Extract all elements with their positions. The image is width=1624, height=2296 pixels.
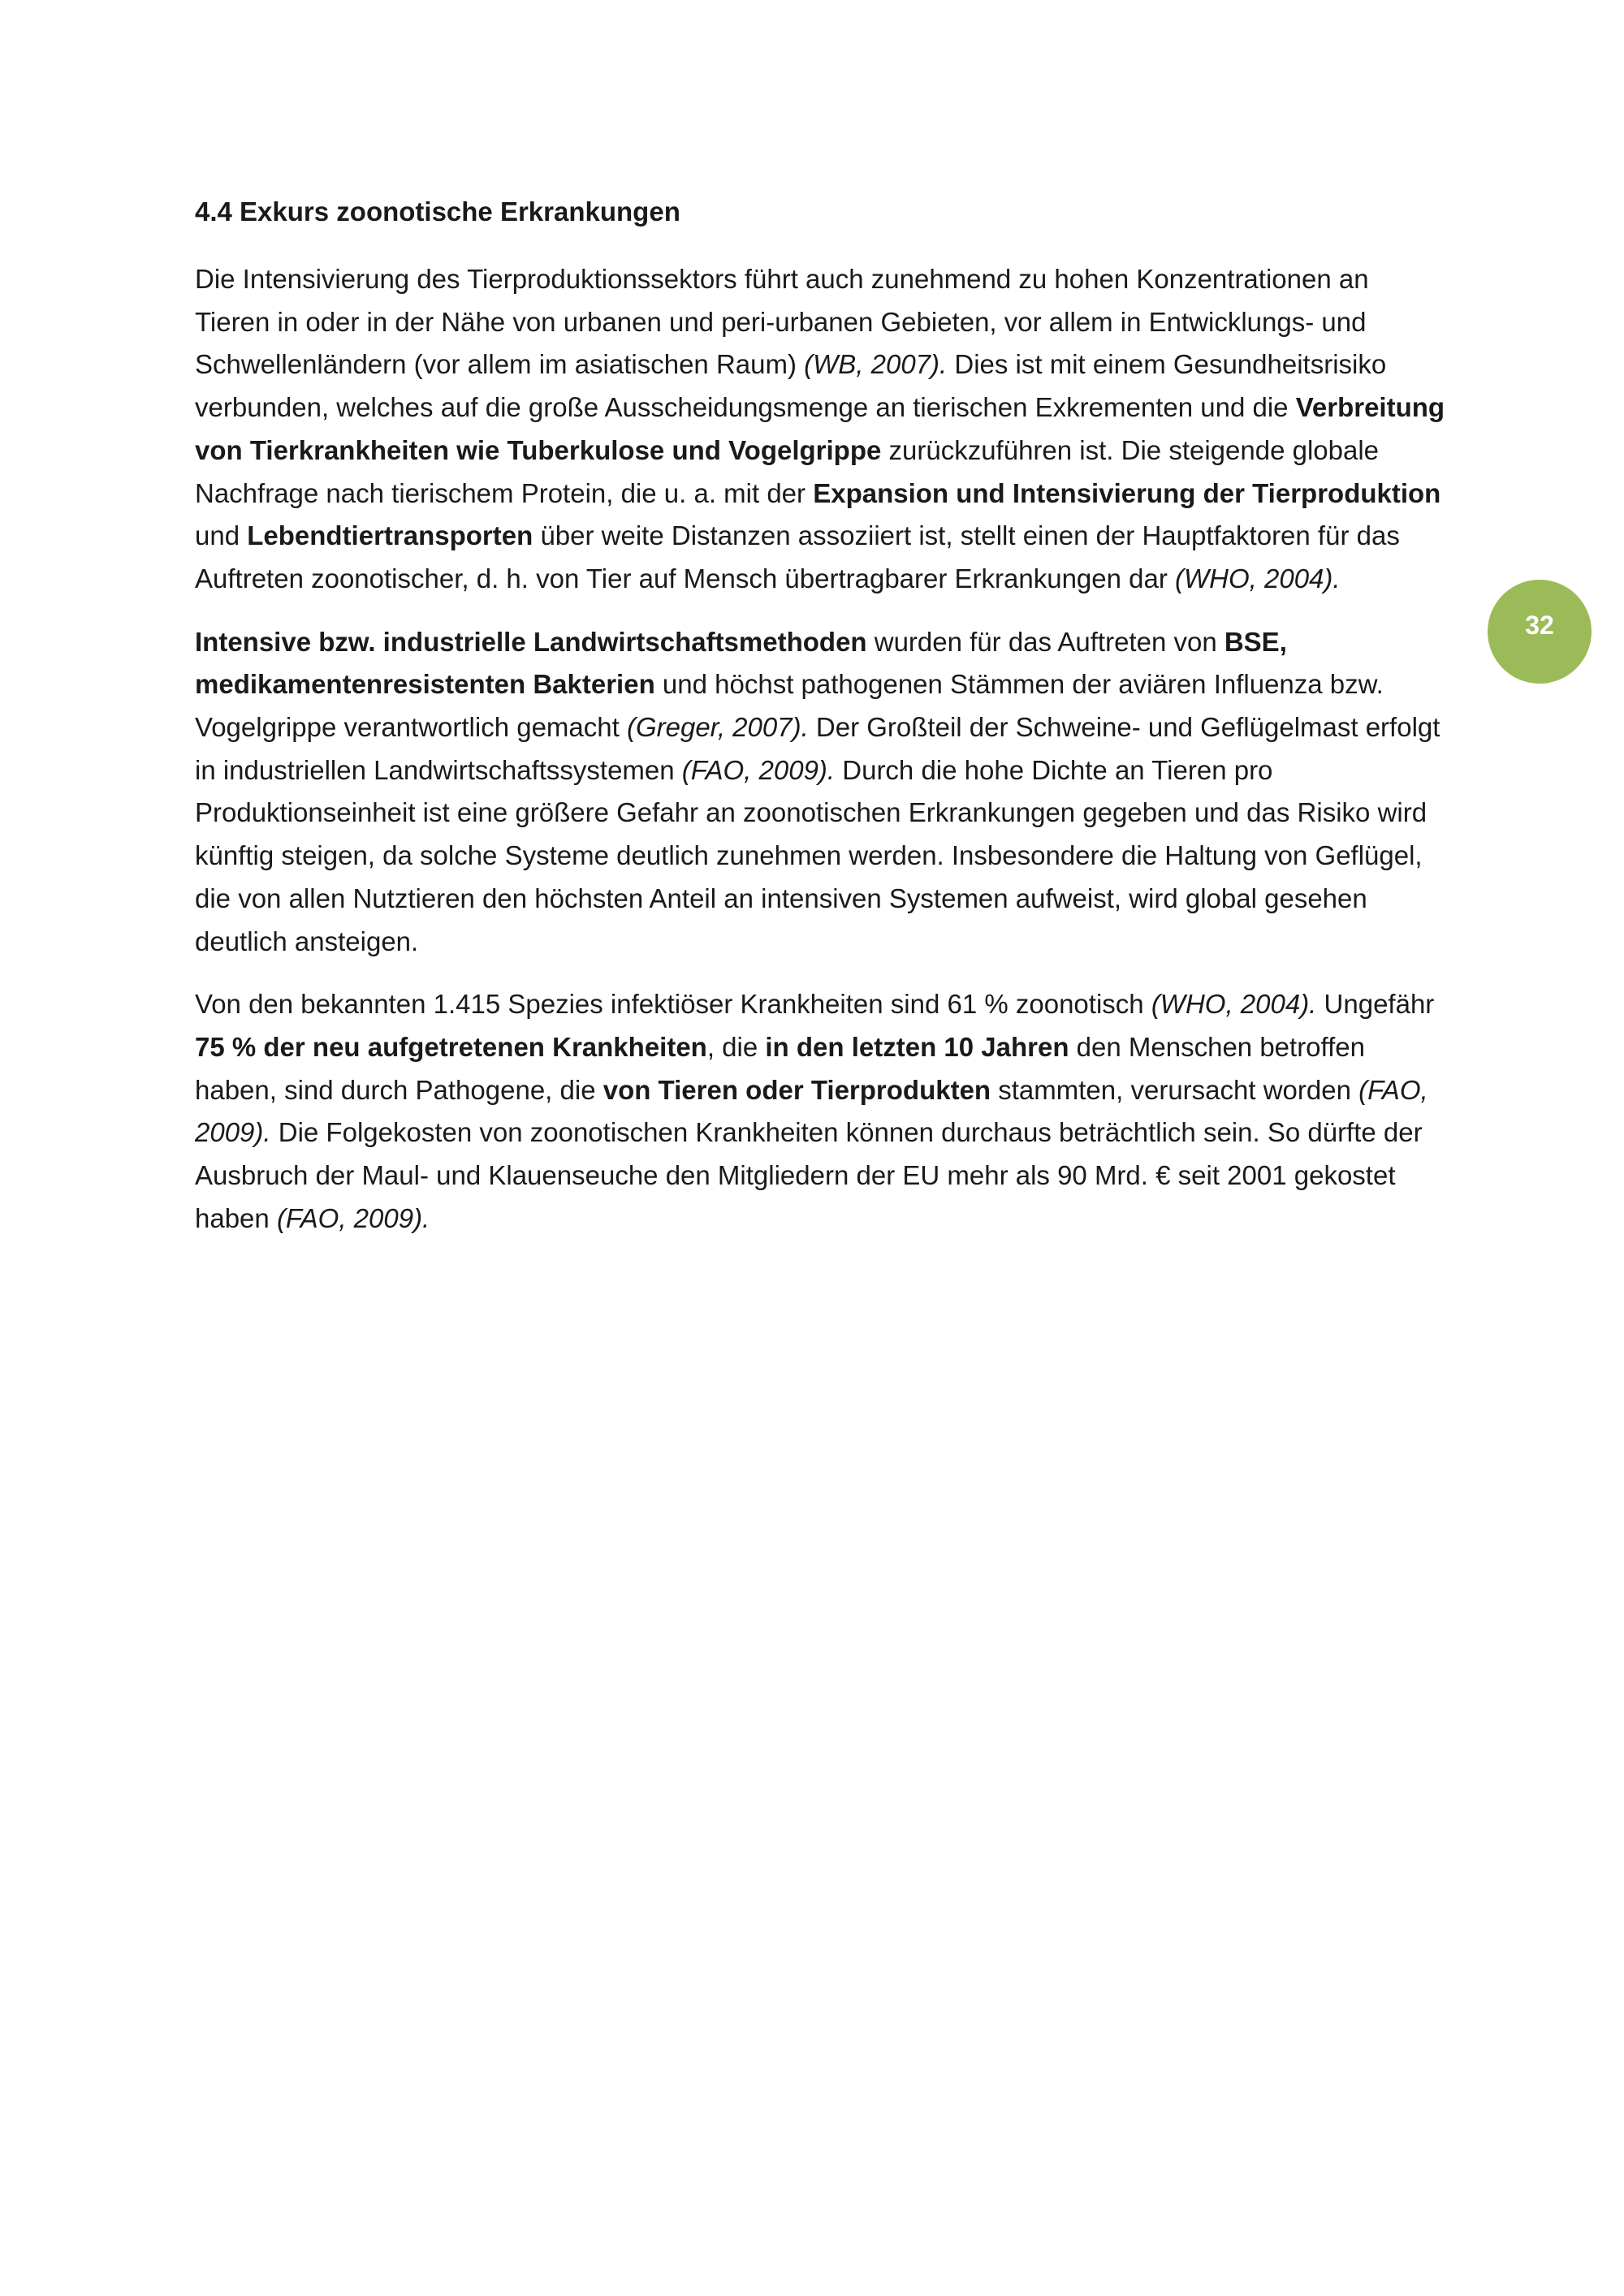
text-run: Der Großteil der Schweine- und Geflügelmast erfolgt in industriellen Landwirtschaftssystemen bbox=[195, 712, 1440, 785]
emphasis: Lebendtiertransporten bbox=[247, 520, 533, 551]
text-run: wurden für das Auftreten von bbox=[866, 626, 1224, 657]
text-run: , die bbox=[706, 1031, 766, 1062]
paragraph-1 bbox=[195, 258, 1445, 601]
paragraph-3 bbox=[195, 983, 1445, 1240]
citation: (FAO, 2009). bbox=[276, 1202, 430, 1233]
text-run: den Menschen betroffen haben, sind durch Pathogene, die bbox=[195, 1031, 1365, 1105]
emphasis: in den letzten 10 Jahren bbox=[765, 1031, 1069, 1062]
text-run: Von den bekannten 1.415 Spezies infektiöser Krankheiten sind 61 % zoonotisch bbox=[195, 989, 1151, 1020]
section-heading: 4.4 Exkurs zoonotische Erkrankungen bbox=[195, 196, 680, 227]
text-run: Durch die hohe Dichte an Tieren pro Produktionseinheit ist eine größere Gefahr an zoonotischen Erkrankungen gegeben und das Risiko wird künftig steigen, da solche Systeme deutlich zunehmen werden. Insbesondere die Haltung von Geflügel, die von allen Nutztieren den höchsten Anteil an intensiven Systemen aufweist, wird global gesehen deutlich ansteigen. bbox=[195, 754, 1427, 956]
text-run: Die Folgekosten von zoonotischen Krankheiten können durchaus beträchtlich sein. So dürfte der Ausbruch der Maul- und Klauenseuche den Mitgliedern der EU mehr als 90 Mrd. € seit 2001 gekostet haben bbox=[195, 1117, 1423, 1233]
citation: (Greger, 2007). bbox=[626, 712, 809, 743]
text-run: und höchst pathogenen Stämmen der aviären Influenza bzw. Vogelgrippe verantwortlich gemacht bbox=[195, 669, 1384, 743]
citation: (WB, 2007). bbox=[804, 349, 948, 380]
emphasis: 75 % der neu aufgetretenen Krankheiten bbox=[195, 1031, 707, 1062]
emphasis: Intensive bzw. industrielle Landwirtschaftsmethoden bbox=[195, 626, 867, 657]
citation: (WHO, 2004). bbox=[1151, 989, 1317, 1020]
text-run: Dies ist mit einem Gesundheitsrisiko verbunden, welches auf die große Ausscheidungsmenge an tierischen Exkrementen und die bbox=[195, 349, 1387, 423]
text-run: zurückzuführen ist. Die steigende globale Nachfrage nach tierischem Protein, die u. a. mit der bbox=[195, 434, 1380, 508]
emphasis: BSE, medikamentenresistenten Bakterien bbox=[195, 626, 1287, 700]
page-number-badge: 32 bbox=[1488, 580, 1592, 684]
text-run: Ungefähr bbox=[1316, 989, 1435, 1020]
text-run: stammten, verursacht worden bbox=[991, 1074, 1359, 1105]
text-run: über weite Distanzen assoziiert ist, stellt einen der Hauptfaktoren für das Auftreten zoonotischer, d. h. von Tier auf Mensch übertragbarer Erkrankungen dar bbox=[195, 520, 1400, 593]
citation: (FAO, 2009). bbox=[681, 754, 836, 785]
page-content bbox=[195, 193, 1445, 1260]
emphasis: Expansion und Intensivierung der Tierproduktion bbox=[813, 477, 1441, 508]
text-run: Die Intensivierung des Tierproduktionssektors führt auch zunehmend zu hohen Konzentrationen an Tieren in oder in der Nähe von urbanen und peri-urbanen Gebieten, vor allem in Entwicklungs- und Schwellenländern (vor allem im asiatischen Raum) bbox=[195, 264, 1369, 380]
citation: (WHO, 2004). bbox=[1175, 563, 1341, 593]
emphasis: von Tieren oder Tierprodukten bbox=[603, 1074, 991, 1105]
emphasis: Verbreitung von Tierkrankheiten wie Tuberkulose und Vogelgrippe bbox=[195, 392, 1445, 465]
citation: (FAO, 2009). bbox=[195, 1074, 1428, 1148]
text-run: und bbox=[195, 520, 248, 551]
paragraph-2 bbox=[195, 621, 1445, 964]
